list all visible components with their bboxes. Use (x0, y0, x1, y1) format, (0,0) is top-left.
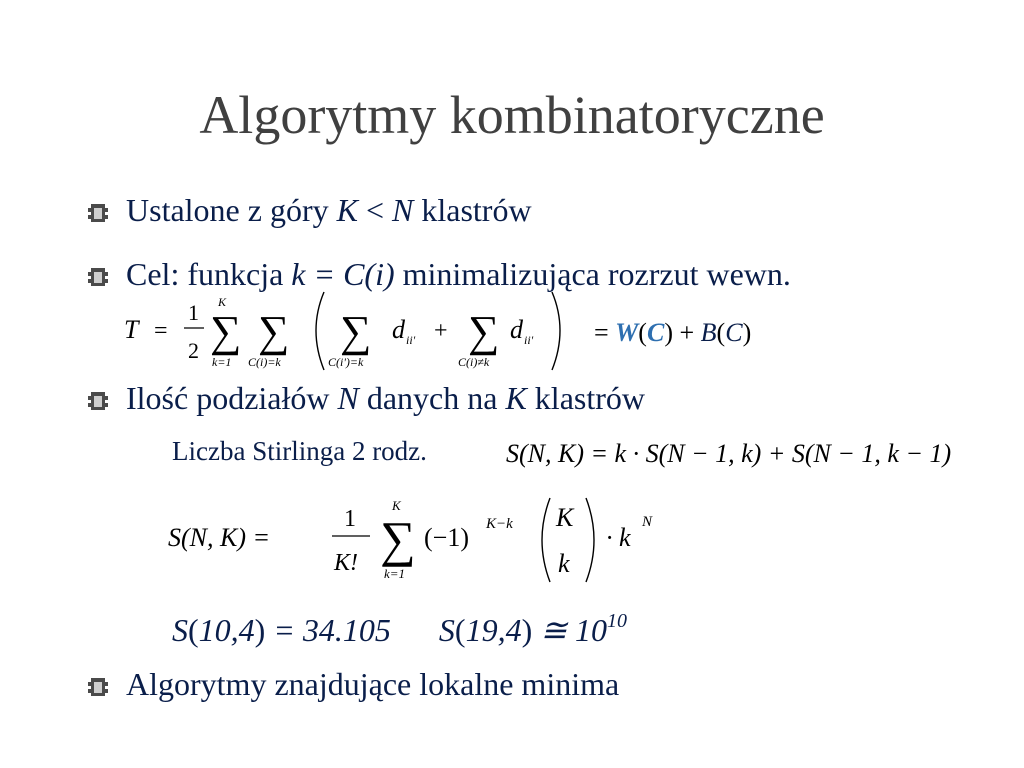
recurrence-text: S(N, K) = k · S(N − 1, k) + S(N − 1, k − 1) (506, 439, 952, 468)
formula-T-lhs: T (124, 315, 139, 344)
stirling-values: S(10,4) = 34.105 S(19,4) ≅ $10^{10}$ (172, 610, 628, 648)
bullet-text: Algorytmy znajdujące lokalne minima (126, 666, 620, 702)
binom-top: K (556, 503, 574, 532)
sum-symbol-4: ∑ (468, 307, 500, 356)
formula-stirling-explicit (166, 492, 676, 588)
sum-symbol-1: ∑ (210, 307, 242, 356)
term1-sub: ii' (406, 333, 416, 347)
square-bullet-icon (88, 390, 108, 412)
bullet-text: Ilość podziałów N danych na K klastrów (126, 380, 645, 416)
s2-tail: · k (606, 523, 631, 552)
sum1-bottom: k=1 (212, 355, 232, 369)
sum-symbol-s2: ∑ (380, 511, 416, 567)
formula-T-eq: = (154, 318, 168, 344)
s2-sum-top: K (392, 498, 401, 513)
formula-T-frac-den: 2 (188, 338, 199, 363)
sum4-bottom: C(i)≠k (458, 355, 490, 369)
sum3-bottom: C(i')=k (328, 355, 364, 369)
formula-objective (118, 286, 578, 376)
left-paren (316, 292, 324, 370)
s2-exp: K−k (486, 516, 513, 532)
term2: d (510, 315, 523, 344)
square-bullet-icon (88, 266, 108, 288)
formula-stirling-recurrence (506, 432, 996, 476)
right-paren (552, 292, 560, 370)
s2-tail-exp: N (642, 514, 653, 530)
stirling-label: Liczba Stirlinga 2 rodz. (172, 436, 427, 466)
s2-frac-den: K! (334, 550, 358, 576)
term1: d (392, 315, 405, 344)
s2-frac-num: 1 (344, 506, 356, 532)
bullet-text: Cel: funkcja k = C(i) minimalizująca rozrzut wewn. (126, 256, 791, 292)
sum1-top: K (218, 295, 227, 309)
formula-W-plus-B: = W(C) + B(C) (594, 318, 752, 347)
square-bullet-icon (88, 676, 108, 698)
binom-bottom: k (558, 549, 570, 578)
term2-sub: ii' (524, 333, 534, 347)
slide-title: Algorytmy kombinatoryczne (199, 85, 825, 145)
formula-T-frac-num: 1 (188, 300, 199, 325)
sum-symbol-2: ∑ (258, 307, 290, 356)
s2-term: (−1) (424, 523, 469, 552)
binom-right-paren (586, 498, 594, 582)
sum2-bottom: C(i)=k (248, 355, 281, 369)
sum-symbol-3: ∑ (340, 307, 372, 356)
plus-sign: + (434, 318, 448, 344)
square-bullet-icon (88, 202, 108, 224)
bullet-text: Ustalone z góry K < N klastrów (126, 192, 532, 228)
s2-lhs: S(N, K) = (168, 523, 271, 552)
binom-left-paren (542, 498, 550, 582)
s2-sum-bottom: k=1 (384, 566, 406, 581)
